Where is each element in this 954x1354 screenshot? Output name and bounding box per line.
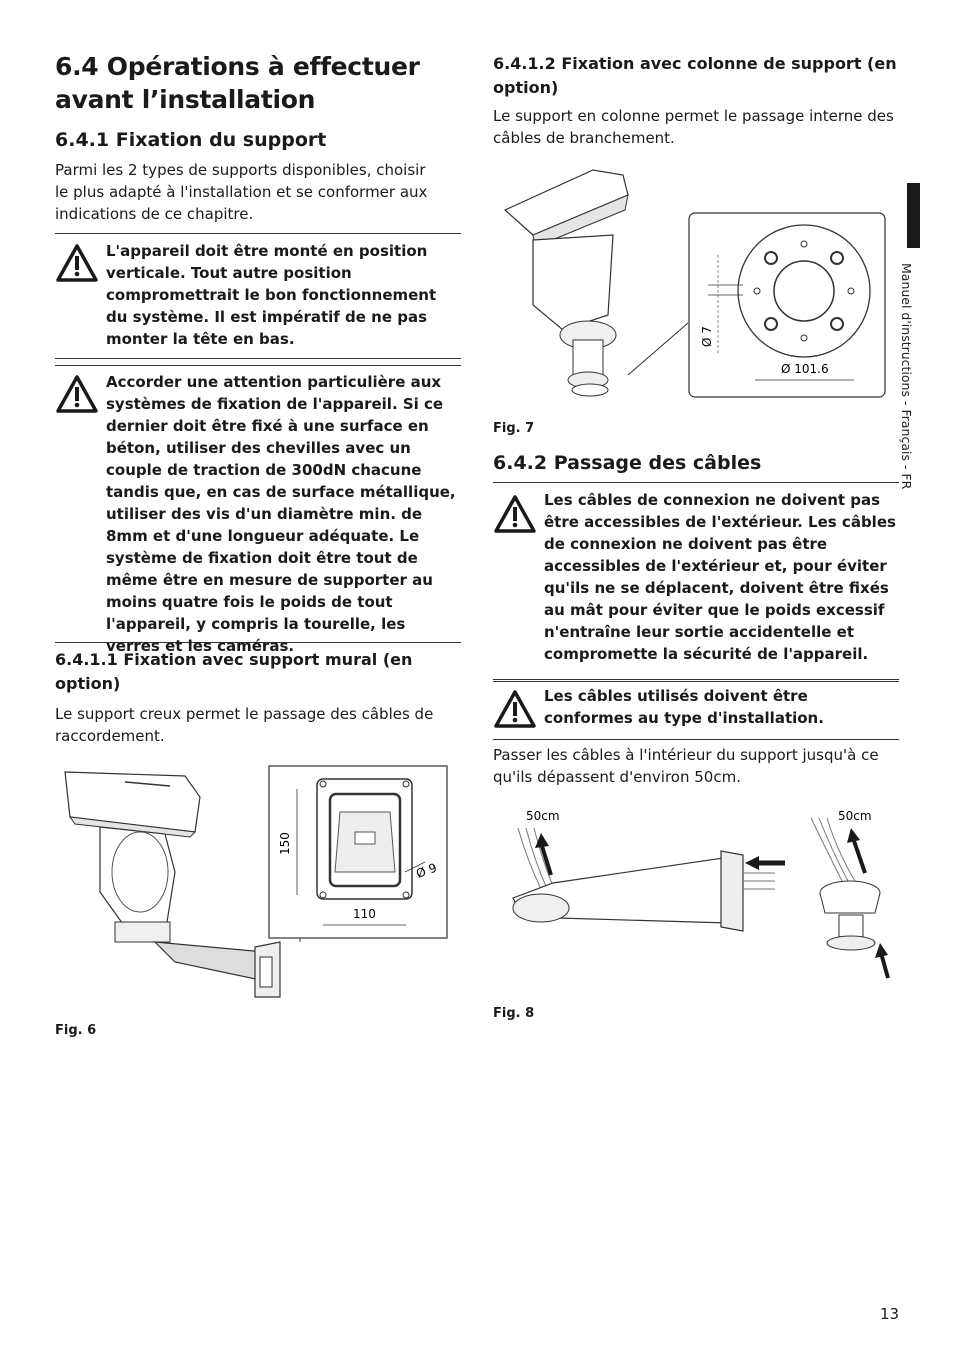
warning-text: L'appareil doit être monté en position verticale. Tout autre position compromettrait le bon fonctionnement du système. Il est impératif de ne pas monter la tête en bas. [106,242,437,348]
figure-column-mount [493,165,893,410]
warning-text: Les câbles utilisés doivent être conformes au type d'installation. [544,687,824,727]
warning-triangle-icon [55,243,99,283]
warning-box-vertical-mount [55,233,461,359]
section-heading-6-4-1-1: 6.4.1.1 Fixation avec support mural (en option) [55,650,413,693]
sidebar-marker [907,183,920,248]
section-text-wall-mount: Le support creux permet le passage des câbles de raccordement. [55,705,434,745]
warning-text: Accorder une attention particulière aux systèmes de fixation de l'appareil. Si ce dernier doit être fixé à une surface en béton, utiliser des chevilles avec un couple de traction de 300dN chacune tandis que, en cas de surface métallique, utiliser des vis d'un diamètre min. de 8mm et d'une longueur adéquate. Le système de fixation doit être tout de même être en mesure de supporter au moins quatre fois le poids de tout l'appareil, y compris la tourelle, les verres et les caméras. [106,373,456,655]
warning-triangle-icon [493,689,537,729]
figure-cable-passage [493,803,899,988]
warning-text: Les câbles de connexion ne doivent pas être accessibles de l'extérieur. Les câbles de connexion ne doivent pas être accessibles de l'extérieur et, pour éviter qu'ils ne se déplacent, doivent être fixés au mât pour éviter que le poids excessif n'entraîne leur sortie accidentelle et compromette la sécurité de l'appareil. [544,491,896,663]
figure-label: Fig. 7 [493,421,535,436]
section-text-cables: Passer les câbles à l'intérieur du support jusqu'à ce qu'ils dépassent d'environ 50cm. [493,746,879,786]
dimension-circle-label: Ø 101.6 [781,362,829,376]
cable-length-label-right: 50cm [838,809,872,823]
warning-triangle-icon [55,374,99,414]
warning-triangle-icon [493,494,537,534]
figure-wall-mount [55,762,455,1012]
figure-label: Fig. 8 [493,1006,535,1021]
warning-box-cable-access [493,482,899,680]
sidebar-label: Manuel d'instructions - Français - FR [899,263,914,490]
section-heading-6-4-1-2: 6.4.1.2 Fixation avec colonne de support (en option) [493,54,897,97]
warning-box-cable-type [493,681,899,740]
dimension-hole-label: Ø 7 [700,326,714,347]
section-text-column-mount: Le support en colonne permet le passage interne des câbles de branchement. [493,107,894,147]
figure-label: Fig. 6 [55,1023,97,1038]
section-heading-6-4-2: 6.4.2 Passage des câbles [493,452,762,474]
dimension-width-label: 110 [353,907,376,921]
section-intro-text: Parmi les 2 types de supports disponibles, choisir le plus adapté à l'installation et se conformer aux indications de ce chapitre. [55,161,428,223]
warning-box-fixation [55,365,461,655]
page-number: 13 [880,1305,900,1323]
section-heading-6-4-1: 6.4.1 Fixation du support [55,129,327,151]
cable-length-label-left: 50cm [526,809,560,823]
page-title: 6.4 Opérations à effectuer avant l’installation [55,52,420,114]
dimension-height-label: 150 [278,832,292,855]
dimension-hole-label: Ø 9 [414,860,439,881]
